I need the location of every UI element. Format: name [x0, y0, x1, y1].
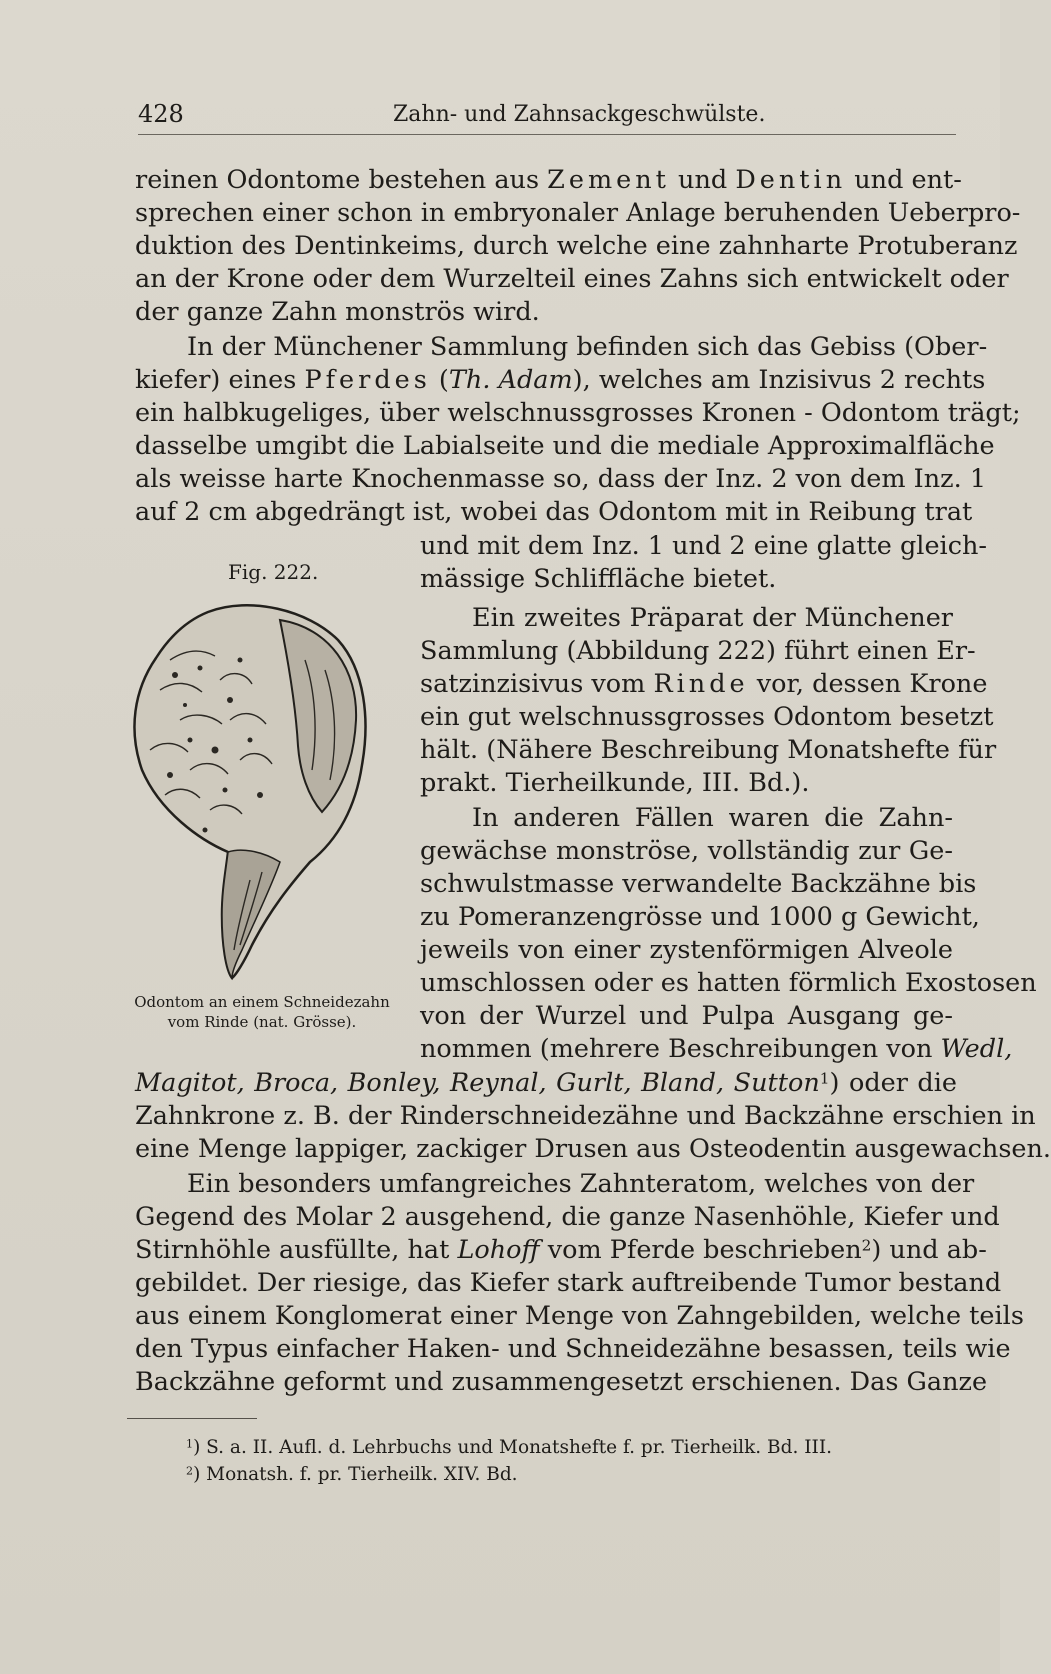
- text-line: Ein besonders umfangreiches Zahnteratom, welches von der: [187, 1169, 975, 1199]
- running-title: Zahn- und Zahnsackgeschwülste.: [393, 102, 766, 127]
- text-line: nommen (mehrere Beschreibungen von Wedl,: [420, 1034, 1013, 1064]
- text-line: eine Menge lappiger, zackiger Drusen aus Osteodentin ausgewachsen.: [135, 1134, 1051, 1164]
- text-line: Magitot, Broca, Bonley, Reynal, Gurlt, Bland, Sutton$^1$) oder die: [135, 1068, 957, 1098]
- text-line: Gegend des Molar 2 ausgehend, die ganze Nasenhöhle, Kiefer und: [135, 1202, 1000, 1232]
- text-line: den Typus einfacher Haken- und Schneidezähne besassen, teils wie: [135, 1334, 1011, 1364]
- page-header: [138, 100, 956, 138]
- text-line: aus einem Konglomerat einer Menge von Zahngebilden, welche teils: [135, 1301, 1024, 1331]
- text-line: und mit dem Inz. 1 und 2 eine glatte gleich-: [420, 531, 988, 561]
- footnote-2: $^2$) Monatsh. f. pr. Tierheilk. XIV. Bd.: [186, 1464, 518, 1485]
- text-line: auf 2 cm abgedrängt ist, wobei das Odontom mit in Reibung trat: [135, 497, 973, 527]
- text-line: an der Krone oder dem Wurzelteil eines Zahns sich entwickelt oder: [135, 264, 1009, 294]
- text-line: Backzähne geformt und zusammengesetzt erschienen. Das Ganze: [135, 1367, 988, 1397]
- text-line: mässige Schliffläche bietet.: [420, 564, 777, 594]
- text-line: der ganze Zahn monströs wird.: [135, 297, 540, 327]
- text-line: gebildet. Der riesige, das Kiefer stark auftreibende Tumor bestand: [135, 1268, 1002, 1298]
- text-line: Stirnhöhle ausfüllte, hat Lohoff vom Pferde beschrieben$^2$) und ab-: [135, 1235, 987, 1265]
- odontom-figure: [130, 600, 390, 985]
- text-line: als weisse harte Knochenmasse so, dass der Inz. 2 von dem Inz. 1: [135, 464, 987, 494]
- text-line: prakt. Tierheilkunde, III. Bd.).: [420, 768, 810, 798]
- text-line: dasselbe umgibt die Labialseite und die mediale Approximalfläche: [135, 431, 995, 461]
- figure-caption: Odontom an einem Schneidezahn vom Rinde (nat. Grösse).: [134, 993, 390, 1031]
- figure-label: Fig. 222.: [228, 560, 319, 584]
- text-line: schwulstmasse verwandelte Backzähne bis: [420, 869, 977, 899]
- text-line: zu Pomeranzengrösse und 1000 g Gewicht,: [420, 902, 980, 932]
- text-line: gewächse monströse, vollständig zur Ge-: [420, 836, 953, 866]
- footnote-1: $^1$) S. a. II. Aufl. d. Lehrbuchs und Monatshefte f. pr. Tierheilk. Bd. III.: [186, 1437, 833, 1458]
- text-line: jeweils von einer zystenförmigen Alveole: [420, 935, 953, 965]
- text-line: In der Münchener Sammlung befinden sich das Gebiss (Ober-: [187, 332, 988, 362]
- page-number: 428: [138, 100, 184, 128]
- text-line: In anderen Fällen waren die Zahn-: [472, 803, 953, 833]
- text-line: von der Wurzel und Pulpa Ausgang ge-: [420, 1001, 953, 1031]
- text-line: Ein zweites Präparat der Münchener: [472, 603, 953, 633]
- text-line: satzinzisivus vom Rinde vor, dessen Krone: [420, 669, 988, 699]
- text-line: ein halbkugeliges, über welschnussgrosses Kronen - Odontom trägt;: [135, 398, 1021, 428]
- text-line: umschlossen oder es hatten förmlich Exostosen: [420, 968, 1037, 998]
- text-line: reinen Odontome bestehen aus Zement und Dentin und ent-: [135, 165, 962, 195]
- text-line: hält. (Nähere Beschreibung Monatshefte für: [420, 735, 997, 765]
- text-line: sprechen einer schon in embryonaler Anlage beruhenden Ueberpro-: [135, 198, 1021, 228]
- text-line: Sammlung (Abbildung 222) führt einen Er-: [420, 636, 976, 666]
- text-line: duktion des Dentinkeims, durch welche eine zahnharte Protuberanz: [135, 231, 1018, 261]
- header-rule: [138, 134, 956, 135]
- text-line: Zahnkrone z. B. der Rinderschneidezähne und Backzähne erschien in: [135, 1101, 1036, 1131]
- text-line: kiefer) eines Pferdes (Th. Adam), welches am Inzisivus 2 rechts: [135, 365, 986, 395]
- footnote-rule: [127, 1418, 257, 1419]
- text-line: ein gut welschnussgrosses Odontom besetzt: [420, 702, 994, 732]
